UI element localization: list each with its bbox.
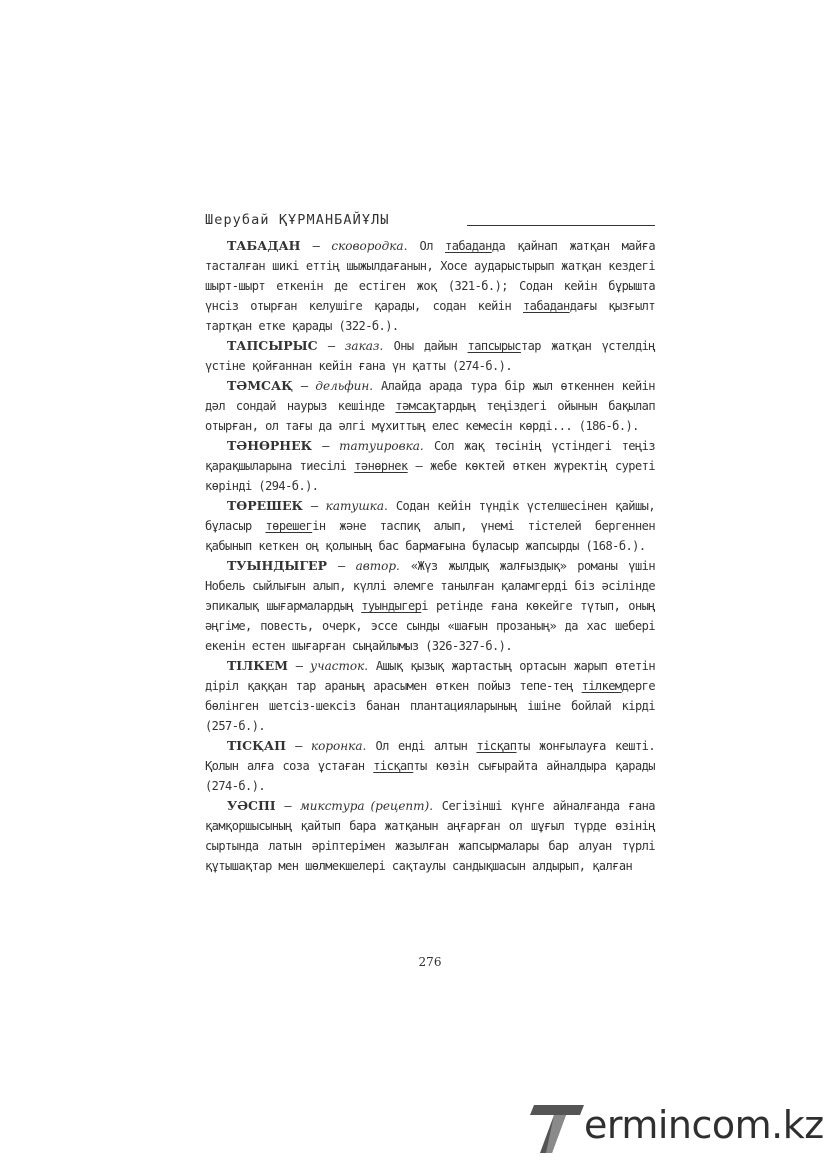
entry-dash: – — [312, 439, 340, 453]
entry-term: ТІЛКЕМ — [227, 658, 288, 673]
entry-dash: – — [275, 799, 300, 813]
author-name: Шерубай ҚҰРМАНБАЙҰЛЫ — [205, 212, 390, 228]
underlined-term: төрешег — [265, 519, 313, 533]
example-text: тар жатқан үстелдің үстіне қойғаннан кейін ғана үн қатты (274-б.). — [205, 339, 655, 373]
dictionary-entries — [205, 236, 655, 876]
example-text: і ретінде ғана көкейге түтып, оның әңгіме, повесть, очерк, эссе сынды «шағын прозаның» да хас шебері екенін естен шығарған сыңайлымыз (326-327-б.). — [205, 599, 655, 653]
entry-translation: татуировка. — [339, 439, 424, 453]
example-text: Ашық қызық жартастың ортасын жарып өтетін діріл қаққан тар араның арасымен өткен пойыз тепе-тең — [205, 659, 655, 693]
entry-term: ТАБАДАН — [227, 238, 301, 253]
underlined-term: тәмсақ — [395, 399, 436, 413]
entry-term: ТУЫНДЫГЕР — [227, 558, 327, 573]
example-text: Сол жақ төсінің үстіндегі теңіз қарақшыларына тиесілі — [205, 439, 655, 473]
example-text: Ол — [407, 239, 446, 253]
example-text: ін және таспиқ алып, үнемі тістелей бергеннен қабынып кеткен оң қолының бас бармағына бұласыр жапсырды (168-б.). — [205, 519, 655, 553]
entry-dash: – — [293, 379, 316, 393]
entry-translation: автор. — [355, 559, 400, 573]
example-text: ты жонғылауға кешті. Қолын алға соза ұстаған — [205, 739, 655, 773]
entry-dash: – — [285, 739, 311, 753]
underlined-term: туындыгер — [361, 599, 422, 613]
dictionary-entry — [205, 736, 655, 796]
dictionary-entry — [205, 376, 655, 436]
example-text: тардың теңіздегі ойынын бақылап отырған, ол тағы да әлгі мұхиттың елес кемесін көрді... (186-б.). — [205, 399, 655, 433]
entry-dash: – — [317, 339, 345, 353]
termincom-wordmark: ermincom.kz — [584, 1103, 824, 1147]
entry-dash: – — [300, 239, 332, 253]
underlined-term: тәнөрнек — [354, 459, 408, 473]
entry-translation: участок. — [310, 659, 369, 673]
example-text: – жебе көктей өткен жүректің суреті көрінді (294-б.). — [205, 459, 656, 493]
entry-translation: дельфин. — [315, 379, 374, 393]
dictionary-entry — [205, 496, 655, 556]
example-text: дерге бөлінген шетсіз-шексіз банан плантацияларының ішіне бойлай кірді (257-б.). — [205, 679, 655, 733]
dictionary-entry — [205, 436, 655, 496]
underlined-term: тапсырыс — [467, 339, 521, 353]
underlined-term: тілкем — [581, 679, 622, 693]
example-text: Оны дайын — [383, 339, 468, 353]
entry-dash: – — [326, 559, 356, 573]
running-header — [205, 212, 655, 232]
termincom-logo — [530, 1095, 824, 1157]
entry-translation: микстура (рецепт). — [299, 799, 434, 813]
entry-term: ТӘНӨРНЕК — [227, 438, 312, 453]
dictionary-entry — [205, 336, 655, 376]
example-text: Содан кейін түндік үстелшесінен қайшы, бұласыр — [205, 499, 656, 533]
example-text: Ол енді алтын — [366, 739, 477, 753]
dictionary-entry — [205, 236, 655, 336]
example-text: Сегізінші күнге айналғанда ғана қамқоршысының қайтып бара жатқанын аңғарған ол шұғыл түрде өзінің сыртында латын әріптерімен жазылған жапсырмалары бар алуан түрлі құтышақтар мен шөлмекшелері сақтаулы сандықшасын алдырып, қалған — [205, 799, 655, 873]
header-rule — [467, 225, 655, 226]
underlined-term: табадан — [445, 239, 492, 253]
underlined-term: тісқап — [373, 759, 414, 773]
example-text: дағы қызғылт тартқан етке қарады (322-б.). — [205, 299, 655, 333]
entry-term: ТІСҚАП — [227, 738, 286, 753]
underlined-term: табадан — [523, 299, 570, 313]
entry-term: ТӘМСАҚ — [227, 378, 293, 393]
entry-translation: катушка. — [325, 499, 388, 513]
entry-dash: – — [302, 499, 326, 513]
entry-term: УӘСПІ — [227, 798, 276, 813]
dictionary-entry — [205, 656, 655, 736]
underlined-term: тісқап — [476, 739, 517, 753]
example-text: да қайнап жатқан майға тасталған шикі еттің шыжылдағанын, Хосе аударыстырып жатқан кездегі шырт-шырт еткенін де естіген жоқ (321-б.); Содан кейін бұрышта үнсіз отырған келушіге қарады, содан кейін — [205, 239, 656, 313]
entry-dash: – — [287, 659, 311, 673]
entry-translation: заказ. — [344, 339, 384, 353]
entry-term: ТАПСЫРЫС — [227, 338, 318, 353]
dictionary-entry — [205, 556, 655, 656]
termincom-t-icon — [530, 1101, 586, 1155]
example-text: ты көзін сығырайта айналдыра қарады (274-б.). — [205, 759, 655, 793]
entry-translation: коронка. — [310, 739, 367, 753]
page-number: 276 — [418, 955, 442, 969]
example-text: «Жүз жылдық жалғыздық» романы үшін Нобель сыйлығын алып, күллі әлемге танылған қаламгерді біз әсілінде эпикалық шығармалардың — [205, 559, 655, 613]
example-text: Алайда арада тура бір жыл өткеннен кейін дәл сондай наурыз кешінде — [205, 379, 655, 413]
entry-translation: сковородка. — [331, 239, 408, 253]
entry-term: ТӨРЕШЕК — [227, 498, 303, 513]
dictionary-entry — [205, 796, 655, 876]
